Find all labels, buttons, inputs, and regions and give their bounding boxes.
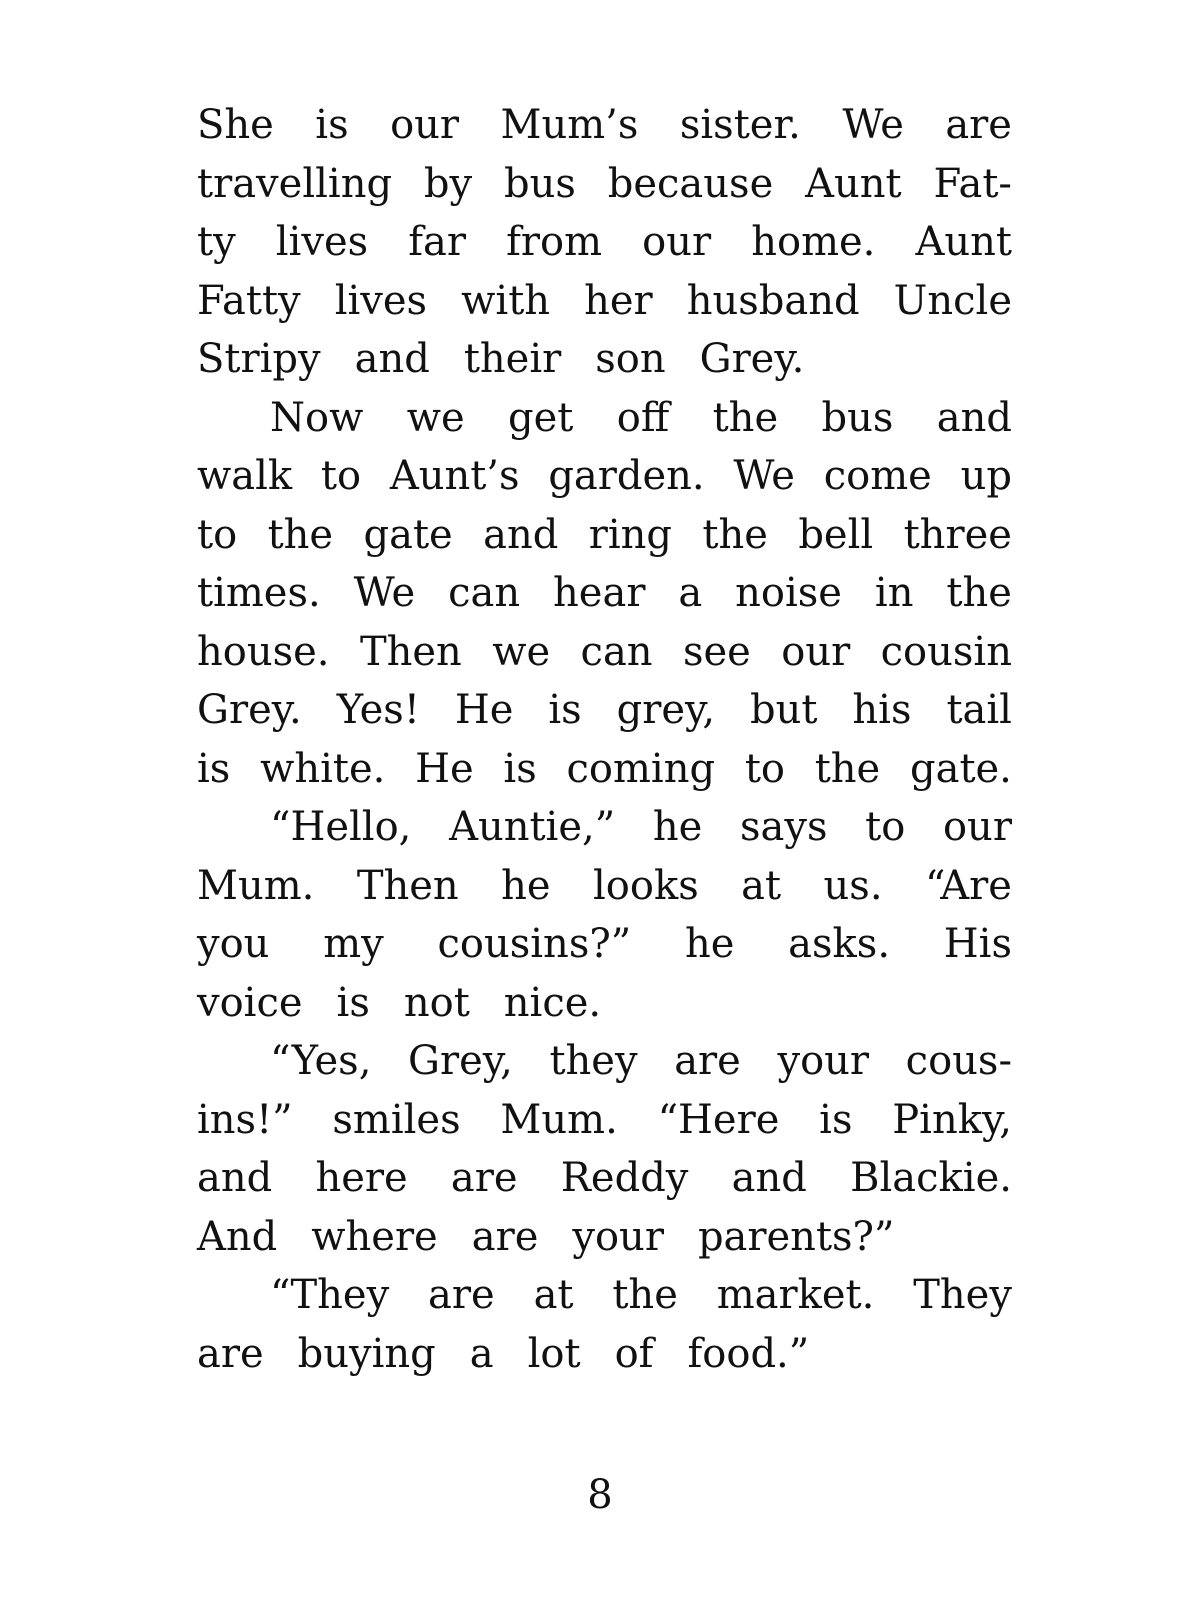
word: can — [580, 628, 653, 675]
word: Fatty — [197, 277, 301, 324]
text-line — [197, 915, 1012, 974]
story-text — [197, 96, 1012, 1383]
word: times. — [197, 570, 321, 616]
word: nice. — [503, 979, 602, 1026]
word: white. — [260, 745, 386, 792]
word: we — [492, 628, 551, 675]
word: We — [353, 570, 416, 616]
word: the — [946, 570, 1012, 616]
text-line — [197, 1032, 1012, 1091]
word: the — [612, 1272, 678, 1318]
word: house. — [197, 628, 330, 675]
text-line — [197, 681, 1012, 740]
word: gate — [363, 511, 453, 558]
word: bus — [821, 394, 894, 441]
word: “Here — [657, 1096, 780, 1143]
word: but — [750, 687, 818, 733]
word: here — [315, 1155, 408, 1201]
word: is — [548, 687, 582, 733]
word: cousins?” — [437, 921, 632, 967]
word: “Are — [924, 862, 1012, 909]
word: our — [642, 219, 712, 265]
word: coming — [566, 745, 716, 792]
word: Grey, — [408, 1038, 513, 1084]
word: son — [595, 336, 666, 382]
word: “They — [270, 1272, 390, 1318]
word: is — [315, 102, 349, 148]
word: where — [311, 1213, 438, 1260]
word: the — [702, 511, 768, 558]
word: Aunt’s — [389, 453, 520, 499]
word: Then — [359, 628, 462, 675]
word: he — [501, 862, 551, 909]
word: are — [428, 1272, 495, 1318]
word: to — [865, 804, 906, 850]
word: and — [936, 394, 1012, 441]
word: not — [403, 979, 470, 1026]
word: is — [503, 745, 537, 792]
word: our — [942, 804, 1012, 850]
word: husband — [686, 277, 860, 324]
text-line — [197, 272, 1012, 331]
word: food.” — [687, 1330, 810, 1377]
word: can — [448, 570, 521, 616]
word: us. — [823, 862, 883, 909]
word: And — [197, 1213, 278, 1260]
word: he — [652, 804, 703, 850]
word: up — [960, 453, 1012, 499]
word: looks — [593, 862, 699, 909]
word: ty — [197, 219, 236, 265]
text-line — [197, 1325, 1012, 1384]
word: your — [777, 1038, 870, 1084]
text-line — [197, 1149, 1012, 1208]
word: a — [469, 1330, 494, 1377]
text-line — [197, 740, 1012, 799]
word: sister. — [679, 102, 801, 148]
word: lives — [334, 277, 428, 324]
word: are — [197, 1330, 264, 1377]
word: are — [945, 102, 1012, 148]
word: We — [733, 453, 795, 499]
word: “Hello, — [270, 804, 412, 850]
word: Pinky, — [892, 1096, 1012, 1143]
word: are — [674, 1038, 741, 1084]
word: because — [607, 160, 774, 207]
word: voice — [197, 979, 303, 1026]
word: is — [819, 1096, 853, 1143]
word: bus — [503, 160, 576, 207]
word: We — [842, 102, 904, 148]
word: and — [483, 511, 559, 558]
word: says — [739, 804, 828, 850]
word: the — [267, 511, 334, 558]
word: come — [823, 453, 932, 499]
word: Mum. — [197, 862, 315, 909]
text-line — [197, 96, 1012, 155]
word: garden. — [548, 453, 705, 499]
word: with — [461, 277, 551, 324]
word: far — [408, 219, 467, 265]
word: to — [197, 511, 238, 558]
text-line — [197, 389, 1012, 448]
text-line — [197, 1208, 1012, 1267]
word: She — [197, 102, 274, 148]
word: lot — [527, 1330, 581, 1377]
word: Auntie,” — [449, 804, 616, 850]
word: to — [744, 745, 785, 792]
text-line — [197, 564, 1012, 623]
word: tail — [946, 687, 1012, 733]
word: Then — [356, 862, 459, 909]
word: at — [533, 1272, 574, 1318]
word: travelling — [197, 160, 393, 207]
word: Mum. — [500, 1096, 618, 1143]
word: He — [415, 745, 474, 792]
word: ring — [588, 511, 672, 558]
word: walk — [197, 453, 293, 499]
word: and — [731, 1155, 807, 1201]
word: get — [508, 394, 574, 441]
word: Aunt — [805, 160, 902, 207]
word: three — [903, 511, 1012, 558]
word: Yes! — [336, 687, 420, 733]
word: see — [682, 628, 751, 675]
word: we — [406, 394, 465, 441]
text-line — [197, 623, 1012, 682]
word: bell — [798, 511, 874, 558]
word: Now — [270, 394, 364, 441]
word: they — [549, 1038, 638, 1084]
word: They — [913, 1272, 1012, 1318]
word: of — [614, 1330, 654, 1377]
word: parents?” — [697, 1213, 895, 1260]
word: our — [781, 628, 851, 675]
word: my — [323, 921, 384, 967]
word: their — [463, 336, 562, 382]
text-line — [197, 798, 1012, 857]
word: at — [741, 862, 782, 909]
word: Grey. — [699, 336, 805, 382]
word: Blackie. — [850, 1155, 1012, 1201]
word: and — [197, 1155, 273, 1201]
word: Stripy — [197, 336, 321, 382]
word: your — [572, 1213, 664, 1260]
word: his — [852, 687, 912, 733]
word: in — [874, 570, 914, 616]
word: lives — [275, 219, 369, 265]
text-line — [197, 213, 1012, 272]
word: the — [814, 745, 881, 792]
text-line — [197, 1091, 1012, 1150]
word: her — [584, 277, 653, 324]
word: Reddy — [560, 1155, 689, 1201]
word: smiles — [332, 1096, 461, 1143]
word: is — [197, 745, 231, 792]
word: hear — [553, 570, 646, 616]
word: “Yes, — [270, 1038, 372, 1084]
word: are — [450, 1155, 518, 1201]
word: cous- — [905, 1038, 1012, 1084]
word: His — [943, 921, 1012, 967]
text-line — [197, 974, 1012, 1033]
word: noise — [735, 570, 842, 616]
text-line — [197, 447, 1012, 506]
word: market. — [716, 1272, 875, 1318]
word: Mum’s — [500, 102, 639, 148]
text-line — [197, 857, 1012, 916]
text-line — [197, 506, 1012, 565]
text-line — [197, 330, 1012, 389]
word: gate. — [909, 745, 1012, 792]
word: He — [454, 687, 514, 733]
word: our — [390, 102, 460, 148]
word: Fat- — [933, 160, 1012, 207]
word: from — [506, 219, 603, 265]
word: is — [336, 979, 370, 1026]
word: and — [354, 336, 430, 382]
word: are — [471, 1213, 539, 1260]
word: a — [678, 570, 703, 616]
word: to — [320, 453, 362, 499]
word: he — [684, 921, 735, 967]
word: the — [712, 394, 779, 441]
text-line — [197, 155, 1012, 214]
page-number: 8 — [587, 1472, 613, 1518]
word: cousin — [880, 628, 1012, 675]
word: home. — [751, 219, 876, 265]
word: Uncle — [893, 277, 1012, 324]
word: ins!” — [197, 1096, 293, 1143]
word: you — [197, 921, 270, 967]
word: buying — [297, 1330, 436, 1377]
word: Grey. — [197, 687, 302, 733]
text-line — [197, 1266, 1012, 1325]
word: off — [616, 394, 670, 441]
word: by — [423, 160, 473, 207]
word: Aunt — [915, 219, 1012, 265]
word: asks. — [788, 921, 891, 967]
word: grey, — [616, 687, 716, 733]
